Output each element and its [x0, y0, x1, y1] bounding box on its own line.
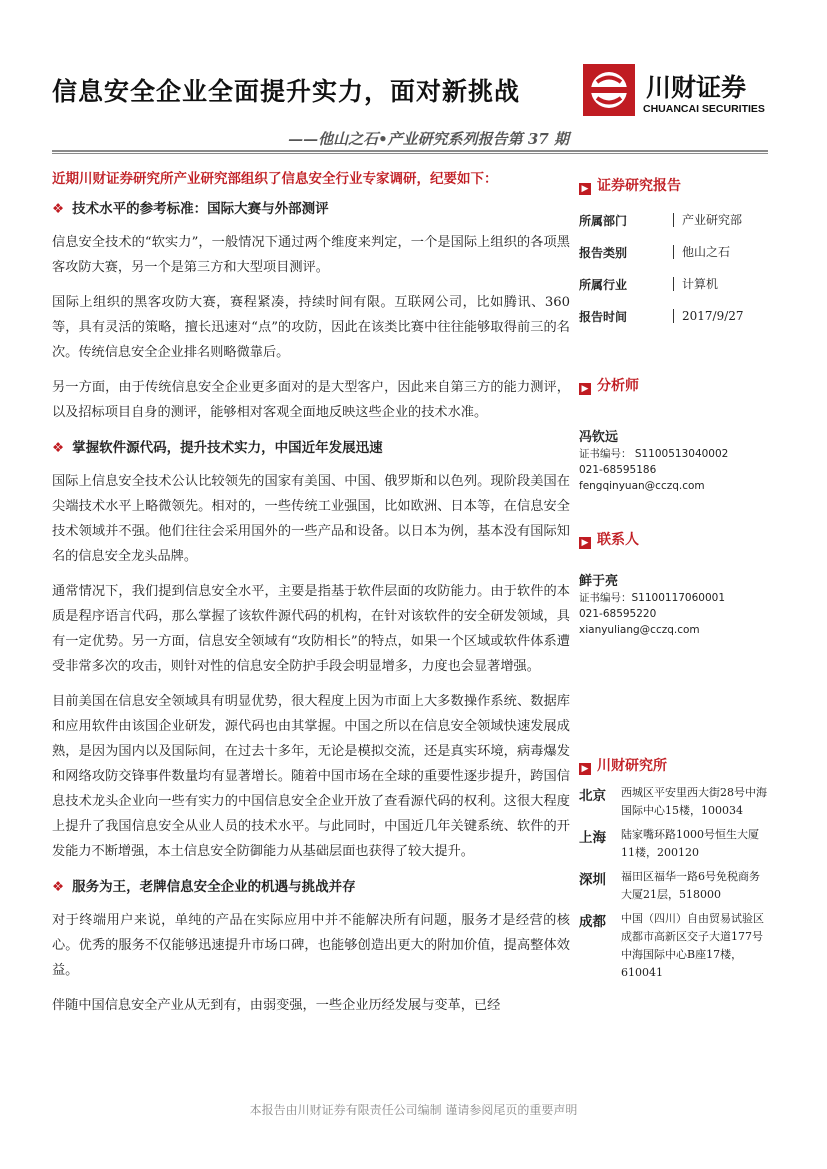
section-heading: ❖ 服务为王，老牌信息安全企业的机遇与挑战并存 — [52, 879, 356, 895]
page-subtitle: ——他山之石•产业研究系列报告第 37 期 — [288, 130, 569, 148]
office-chengdu: 成都 中国（四川）自由贸易试验区成都市高新区交子大道177号中海国际中心B座17楼，610041 — [579, 912, 764, 979]
diamond-bullet-icon: ❖ — [52, 440, 65, 456]
section-heading: ❖ 掌握软件源代码，提升技术实力，中国近年发展迅速 — [52, 440, 383, 456]
section-2 — [52, 435, 570, 864]
arrow-square-icon: ▶ — [579, 537, 591, 549]
paragraph: 通常情况下，我们提到信息安全水平，主要是指基于软件层面的攻防能力。由于软件的本质是程序语言代码，那么掌握了该软件源代码的机构，在针对该软件的安全研发领域，具有一定优势。另一方面，信息安全领域有“攻防相长”的特点，如果一个区域或软件体系遭受非常多次的攻击，则针对性的信息安全防护手段会明显增多，力度也会显著增强。 — [52, 584, 570, 674]
paragraph: 国际上组织的黑客攻防大赛，赛程紧凑，持续时间有限。互联网公司，比如腾讯、360 等，具有灵活的策略，擅长迅速对“点”的攻防，因此在该类比赛中往往能够取得前三的名次。传统信息安全企业排名则略微靠后。 — [52, 295, 570, 360]
section-heading: ❖ 技术水平的参考标准：国际大赛与外部测评 — [52, 201, 329, 217]
paragraph: 对于终端用户来说，单纯的产品在实际应用中并不能解决所有问题，服务才是经营的核心。优秀的服务不仅能够迅速提升市场口碑，也能够创造出更大的附加价值，提高整体效益。 — [52, 913, 570, 978]
page-title: 信息安全企业全面提升实力，面对新挑战 — [52, 77, 521, 106]
analyst-phone: 021-68595186 — [579, 464, 657, 476]
page-footer: 本报告由川财证券有限责任公司编制 谨请参阅尾页的重要声明 — [249, 1103, 578, 1117]
analyst-cert: 证书编号： S1100513040002 — [579, 448, 729, 460]
analyst-name: 冯钦远 — [579, 430, 619, 445]
contact-name: 鲜于亮 — [579, 574, 619, 589]
report-info-title: ▶ 证券研究报告 — [579, 174, 769, 198]
contact-cert: 证书编号：S1100117060001 — [579, 592, 726, 604]
logo-chinese-name: 川财证券 — [646, 73, 747, 102]
paragraph: 信息安全技术的“软实力”，一般情况下通过两个维度来判定，一个是国际上组织的各项黑客攻防大赛，另一个是第三方和大型项目测评。 — [52, 235, 570, 275]
meta-row: 报告类别 他山之石 — [579, 245, 731, 260]
main-content — [52, 196, 570, 1028]
paragraph: 另一方面，由于传统信息安全企业更多面对的是大型客户，因此来自第三方的能力测评，以及招标项目自身的测评，能够相对客观全面地反映这些企业的技术水准。 — [52, 380, 570, 420]
diamond-bullet-icon: ❖ — [52, 201, 65, 217]
header-rule-thin — [52, 153, 768, 154]
meta-row: 所属部门 产业研究部 — [579, 213, 743, 228]
institute-block — [579, 754, 769, 988]
office-shanghai: 上海 陆家嘴环路1000号恒生大厦11楼，200120 — [579, 828, 759, 859]
report-meta — [579, 204, 769, 332]
section-3 — [52, 874, 570, 1018]
analyst-title: ▶ 分析师 — [579, 374, 769, 398]
section-1 — [52, 196, 570, 425]
arrow-square-icon: ▶ — [579, 763, 591, 775]
paragraph: 伴随中国信息安全产业从无到有，由弱变强，一些企业历经发展与变革，已经 — [52, 998, 501, 1013]
chuancai-logo-icon — [583, 64, 635, 116]
diamond-bullet-icon: ❖ — [52, 879, 65, 895]
contact-title: ▶ 联系人 — [579, 528, 769, 552]
arrow-square-icon: ▶ — [579, 383, 591, 395]
office-shenzhen: 深圳 福田区福华一路6号免税商务大厦21层，518000 — [579, 870, 760, 901]
office-beijing: 北京 西城区平安里西大街28号中海国际中心15楼，100034 — [579, 786, 767, 817]
institute-title: ▶ 川财研究所 — [579, 754, 769, 778]
meta-row: 报告时间 2017/9/27 — [579, 309, 744, 324]
logo-english-name: CHUANCAI SECURITIES — [643, 103, 765, 115]
contact-email[interactable]: xianyuliang@cczq.com — [579, 624, 700, 636]
paragraph: 目前美国在信息安全领域具有明显优势，很大程度上因为市面上大多数操作系统、数据库和应用软件由该国企业研发，源代码也由其掌握。中国之所以在信息安全领域快速发展成熟，是因为国内以及国际间，在过去十多年，无论是模拟交流，还是真实环境，病毒爆发和网络攻防交锋事件数量均有显著增长。随着中国市场在全球的重要性逐步提升，跨国信息技术龙头企业向一些有实力的中国信息安全企业开放了查看源代码的权利。这很大程度上提升了我国信息安全从业人员的技术水平。与此同时，中国近几年关键系统、软件的开发能力不断增强，本土信息安全防御能力从基础层面也获得了较大提升。 — [52, 694, 570, 859]
sidebar — [579, 174, 769, 979]
paragraph: 国际上信息安全技术公认比较领先的国家有美国、中国、俄罗斯和以色列。现阶段美国在尖端技术水平上略微领先。相对的，一些传统工业强国，比如欧洲、日本等，在信息安全技术领域并不强。他们往往会采用国外的一些产品和设备。以日本为例，基本没有国际知名的信息安全龙头品牌。 — [52, 474, 570, 564]
header-rule — [52, 150, 768, 152]
arrow-square-icon: ▶ — [579, 183, 591, 195]
analyst-email[interactable]: fengqinyuan@cczq.com — [579, 480, 705, 492]
intro-line: 近期川财证券研究所产业研究部组织了信息安全行业专家调研，纪要如下： — [52, 171, 498, 187]
analyst-block — [579, 374, 769, 494]
contact-block — [579, 528, 769, 638]
contact-phone: 021-68595220 — [579, 608, 657, 620]
meta-row: 所属行业 计算机 — [579, 277, 719, 292]
company-logo — [583, 64, 767, 120]
